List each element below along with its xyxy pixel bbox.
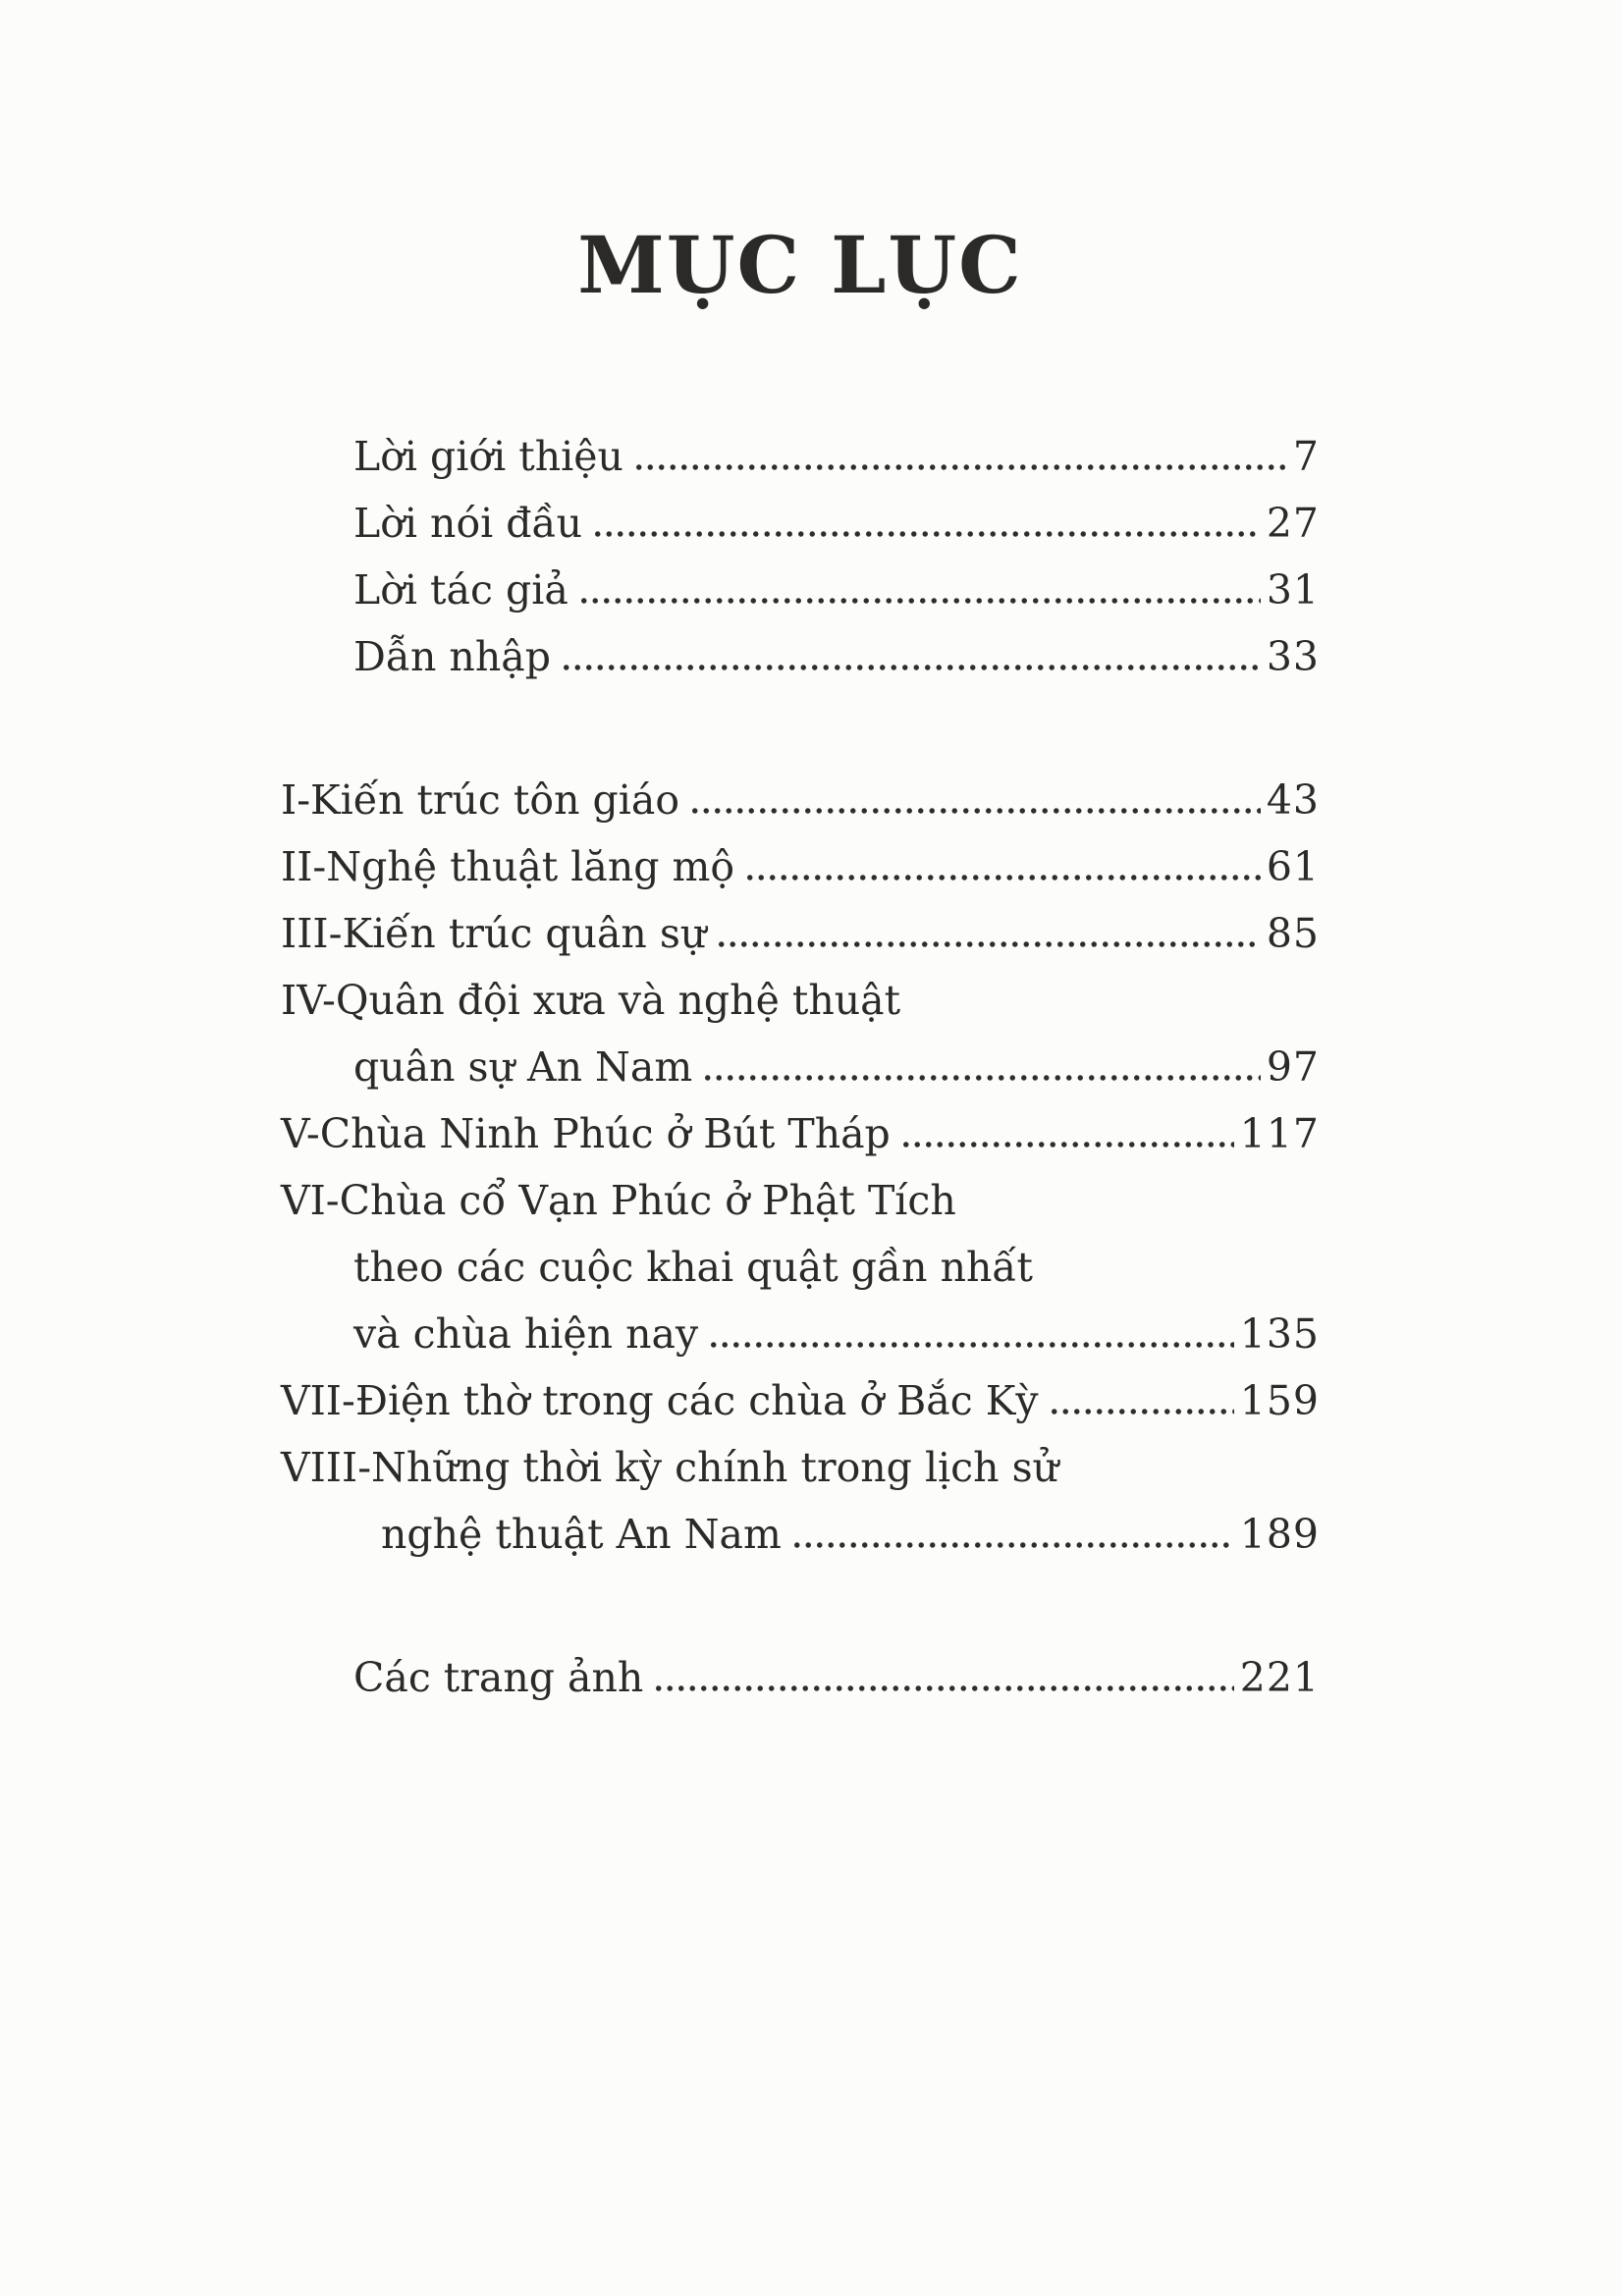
dot-leader [578, 598, 1261, 604]
dot-leader [653, 1685, 1233, 1691]
dot-leader [900, 1142, 1234, 1148]
toc-entry-label: VI-Chùa cổ Vạn Phúc ở Phật Tích [281, 1177, 956, 1224]
dot-leader [561, 665, 1261, 670]
toc-entry-label: và chùa hiện nay [353, 1310, 699, 1358]
page-number: 31 [1266, 566, 1320, 614]
toc-entry-label: Lời giới thiệu [353, 433, 623, 480]
toc-entry [281, 557, 1320, 623]
toc-entry-label: II-Nghệ thuật lăng mộ [281, 843, 735, 890]
page-number: 189 [1239, 1511, 1320, 1558]
dot-leader [744, 875, 1261, 881]
dot-leader [689, 808, 1261, 814]
dot-leader [592, 531, 1261, 537]
toc-entry [281, 1100, 1320, 1167]
toc-entry [281, 967, 1320, 1034]
toc-entry-label: VII-Điện thờ trong các chùa ở Bắc Kỳ [281, 1377, 1039, 1424]
dot-leader [702, 1075, 1261, 1081]
toc-content [281, 211, 1320, 1711]
toc-group-back-matter [281, 1644, 1320, 1711]
page-number: 221 [1239, 1654, 1320, 1701]
toc-entry [281, 1501, 1320, 1568]
page-number: 27 [1266, 500, 1320, 547]
toc-entry [281, 1234, 1320, 1301]
toc-entry-label: IV-Quân đội xưa và nghệ thuật [281, 977, 901, 1024]
toc-group-front-matter [281, 423, 1320, 690]
page-number: 97 [1266, 1043, 1320, 1091]
toc-entry-label: I-Kiến trúc tôn giáo [281, 776, 680, 824]
toc-entry-label: Lời tác giả [353, 566, 568, 614]
dot-leader [1049, 1409, 1234, 1415]
dot-leader [633, 464, 1287, 470]
toc-entry [281, 490, 1320, 557]
toc-entry-label: theo các cuộc khai quật gần nhất [353, 1244, 1033, 1291]
page-number: 43 [1266, 776, 1320, 824]
toc-entry [281, 900, 1320, 967]
page-number: 159 [1239, 1377, 1320, 1424]
toc-entry-label: VIII-Những thời kỳ chính trong lịch sử [281, 1444, 1059, 1491]
toc-entry-label: V-Chùa Ninh Phúc ở Bút Tháp [281, 1110, 891, 1157]
page-title: MỤC LỤC [577, 219, 1023, 311]
page-number: 7 [1292, 433, 1320, 480]
dot-leader [716, 941, 1261, 947]
toc-entry [281, 1167, 1320, 1234]
toc-entry [281, 1367, 1320, 1434]
page-number: 135 [1239, 1310, 1320, 1358]
page-number: 33 [1266, 633, 1320, 680]
toc-entry [281, 1034, 1320, 1100]
dot-leader [791, 1542, 1234, 1548]
page-number: 85 [1266, 910, 1320, 957]
toc-entry-label: III-Kiến trúc quân sự [281, 910, 707, 957]
toc-entry [281, 767, 1320, 833]
toc-entry-label: Lời nói đầu [353, 500, 583, 547]
dot-leader [708, 1342, 1234, 1348]
toc-entry [281, 1301, 1320, 1367]
toc-entry-label: Các trang ảnh [353, 1654, 644, 1701]
toc-entry-label: quân sự An Nam [353, 1043, 693, 1091]
toc-entry [281, 423, 1320, 490]
page-number: 117 [1239, 1110, 1320, 1157]
toc-entry [281, 1644, 1320, 1711]
page-number: 61 [1266, 843, 1320, 890]
toc-entry [281, 623, 1320, 690]
toc-entry [281, 833, 1320, 900]
toc-entry-label: Dẫn nhập [353, 633, 551, 680]
toc-entry-label: nghệ thuật An Nam [381, 1511, 782, 1558]
toc-entry [281, 1434, 1320, 1501]
toc-group-chapters [281, 767, 1320, 1568]
